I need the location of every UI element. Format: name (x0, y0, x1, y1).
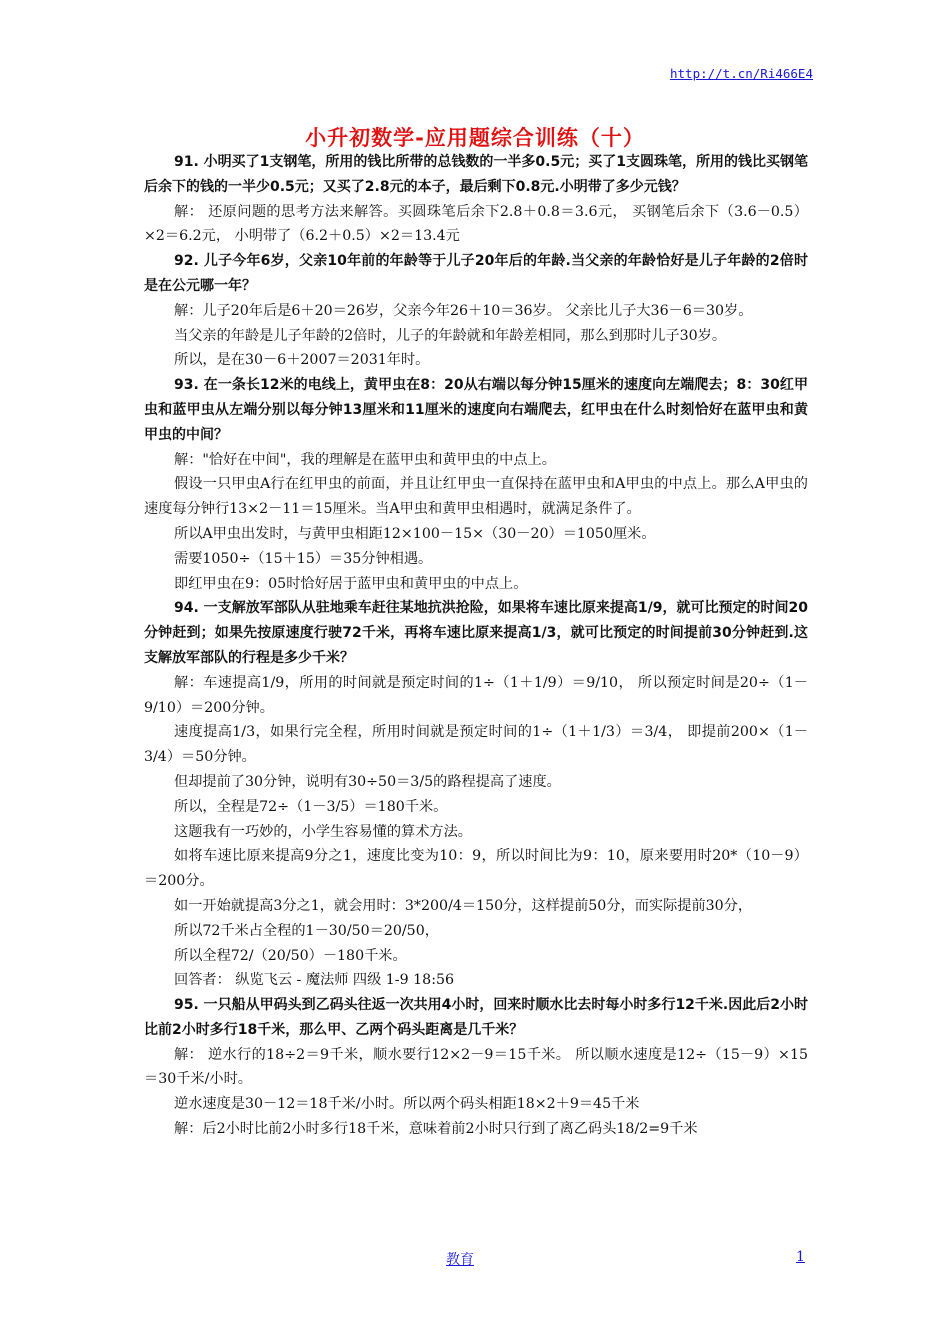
page-title: 小升初数学-应用题综合训练（十） (305, 126, 645, 150)
question-94: 94. 一支解放军部队从驻地乘车赶往某地抗洪抢险，如果将车速比原来提高1/9，就可比预定的时间20分钟赶到；如果先按原速度行驶72千米，再将车速比原来提高1/3，就可比预定的时间提前30分钟赶到.这支解放军部队的行程是多少千米？ (144, 600, 808, 666)
answer-paragraph: 假设一只甲虫A行在红甲虫的前面，并且让红甲虫一直保持在蓝甲虫和A甲虫的中点上。那么A甲虫的速度每分钟行13×2－11＝15厘米。当A甲虫和黄甲虫相遇时，就满足条件了。 (144, 476, 808, 518)
answer-paragraph: 如一开始就提高3分之1，就会用时：3*200/4＝150分，这样提前50分，而实际提前30分， (174, 897, 753, 914)
answer-paragraph: 解： 还原问题的思考方法来解答。买圆珠笔后余下2.8＋0.8＝3.6元， 买钢笔后余下（3.6－0.5）×2＝6.2元， 小明带了（6.2＋0.5）×2＝13.4元 (144, 203, 808, 245)
answer-paragraph: 如将车速比原来提高9分之1，速度比变为10：9，所以时间比为9：10，原来要用时20*（10－9）＝200分。 (144, 848, 808, 890)
answer-paragraph: 解：儿子20年后是6＋20＝26岁，父亲今年26＋10＝36岁。 父亲比儿子大36－6＝30岁。 (174, 302, 753, 319)
answer-paragraph: 即红甲虫在9：05时恰好居于蓝甲虫和黄甲虫的中点上。 (174, 575, 528, 592)
answer-paragraph: 所以全程72/（20/50）－180千米。 (174, 947, 407, 964)
answer-paragraph: 这题我有一巧妙的，小学生容易懂的算术方法。 (174, 823, 472, 840)
answer-paragraph: 所以A甲虫出发时，与黄甲虫相距12×100－15×（30－20）＝1050厘米。 (174, 525, 656, 542)
question-93: 93. 在一条长12米的电线上，黄甲虫在8：20从右端以每分钟15厘米的速度向左端爬去；8：30红甲虫和蓝甲虫从左端分别以每分钟13厘米和11厘米的速度向右端爬去，红甲虫在什么时刻恰好在蓝甲虫和黄甲虫的中间？ (144, 377, 808, 443)
answer-paragraph: 所以，是在30－6＋2007＝2031年时。 (174, 352, 430, 369)
answer-paragraph: 但却提前了30分钟，说明有30÷50＝3/5的路程提高了速度。 (174, 773, 561, 790)
question-92: 92. 儿子今年6岁，父亲10年前的年龄等于儿子20年后的年龄.当父亲的年龄恰好是儿子年龄的2倍时是在公元哪一年？ (144, 253, 808, 294)
page-number: 1 (796, 1249, 805, 1265)
answer-paragraph: 回答者： 纵览飞云 - 魔法师 四级 1-9 18:56 (174, 972, 455, 989)
footer-label-link[interactable]: 教育 (446, 1252, 474, 1268)
answer-paragraph: 解： 逆水行的18÷2＝9千米，顺水要行12×2－9＝15千米。 所以顺水速度是12÷（15－9）×15＝30千米/小时。 (144, 1046, 808, 1088)
document-body (144, 150, 808, 1142)
header-url-link[interactable]: http://t.cn/Ri466E4 (670, 66, 813, 81)
question-95: 95. 一只船从甲码头到乙码头往返一次共用4小时，回来时顺水比去时每小时多行12千米.因此后2小时比前2小时多行18千米，那么甲、乙两个码头距离是几千米？ (144, 997, 808, 1038)
question-91: 91. 小明买了1支钢笔，所用的钱比所带的总钱数的一半多0.5元；买了1支圆珠笔，所用的钱比买钢笔后余下的钱的一半少0.5元；又买了2.8元的本子，最后剩下0.8元.小明带了多少元钱？ (144, 154, 808, 195)
answer-paragraph: 所以，全程是72÷（1－3/5）＝180千米。 (174, 798, 448, 815)
answer-paragraph: 所以72千米占全程的1－30/50＝20/50， (174, 922, 439, 939)
answer-paragraph: 当父亲的年龄是儿子年龄的2倍时，儿子的年龄就和年龄差相同，那么到那时儿子30岁。 (174, 327, 727, 344)
answer-paragraph: 解："恰好在中间"，我的理解是在蓝甲虫和黄甲虫的中点上。 (174, 451, 556, 468)
answer-paragraph: 需要1050÷（15＋15）＝35分钟相遇。 (174, 550, 433, 567)
answer-paragraph: 解：后2小时比前2小时多行18千米，意味着前2小时只行到了离乙码头18/2=9千米 (174, 1121, 698, 1138)
answer-paragraph: 速度提高1/3，如果行完全程，所用时间就是预定时间的1÷（1＋1/3）＝3/4， 即提前200×（1－3/4）＝50分钟。 (144, 724, 808, 766)
answer-paragraph: 解：车速提高1/9，所用的时间就是预定时间的1÷（1＋1/9）＝9/10， 所以预定时间是20÷（1－9/10）＝200分钟。 (144, 674, 808, 716)
answer-paragraph: 逆水速度是30－12＝18千米/小时。所以两个码头相距18×2＋9＝45千米 (174, 1096, 640, 1113)
